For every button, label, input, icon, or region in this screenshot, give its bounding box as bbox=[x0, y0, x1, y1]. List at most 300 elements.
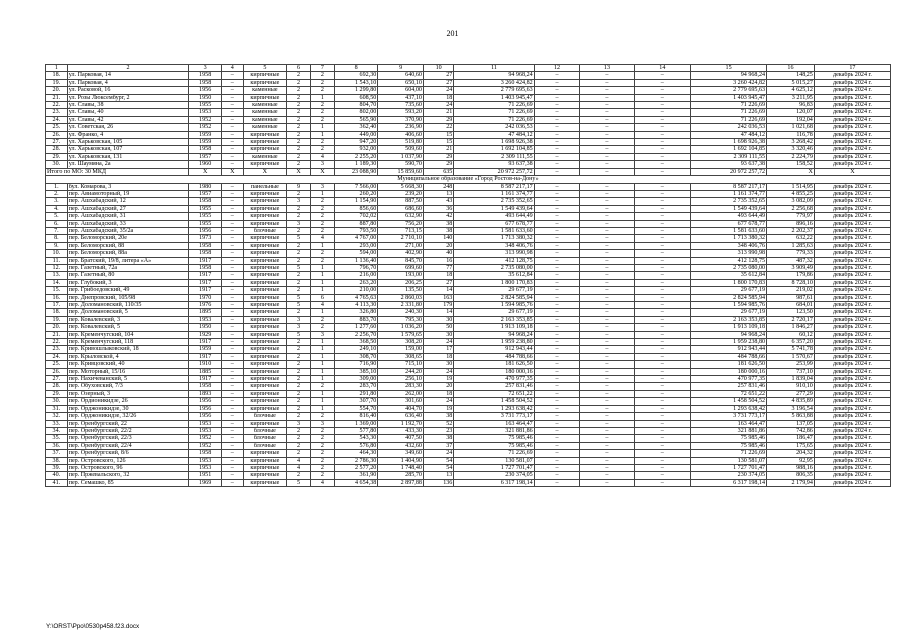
table-cell: 9. bbox=[46, 242, 68, 249]
table-cell: – bbox=[580, 294, 634, 301]
table-cell: – bbox=[580, 124, 634, 131]
column-number-cell: 9 bbox=[378, 65, 424, 72]
table-cell: – bbox=[580, 72, 634, 79]
table-row bbox=[46, 302, 891, 309]
table-cell: 2 bbox=[287, 279, 311, 286]
table-cell: 163 464,47 bbox=[691, 420, 767, 427]
table-cell: 1952 bbox=[189, 124, 222, 131]
table-cell: 2 bbox=[310, 213, 334, 220]
table-cell: декабрь 2024 г. bbox=[814, 316, 890, 323]
column-number-cell: 8 bbox=[334, 65, 377, 72]
table-row bbox=[46, 464, 891, 471]
table-cell: 1 bbox=[310, 287, 334, 294]
table-cell: 464,30 bbox=[334, 450, 377, 457]
table-cell: – bbox=[221, 472, 243, 479]
table-cell: – bbox=[634, 102, 690, 109]
table-cell: 576,80 bbox=[334, 442, 377, 449]
table-cell: 14 bbox=[423, 287, 453, 294]
table-cell: 2 bbox=[287, 376, 311, 383]
table-cell: 257 831,46 bbox=[691, 383, 767, 390]
table-cell: пер. Беломорский, 20е bbox=[67, 235, 189, 242]
table-cell: 2 860,03 bbox=[378, 294, 424, 301]
table-cell: – bbox=[580, 235, 634, 242]
table-cell: – bbox=[221, 264, 243, 271]
table-cell: 2 bbox=[287, 153, 311, 160]
table-cell: 262,00 bbox=[378, 390, 424, 397]
table-cell: 715,10 bbox=[378, 361, 424, 368]
table-row bbox=[46, 450, 891, 457]
table-cell: 8 587 217,17 bbox=[691, 183, 767, 190]
table-cell: 713,15 bbox=[378, 227, 424, 234]
table-row bbox=[46, 479, 891, 486]
table-cell: 640,60 bbox=[378, 72, 424, 79]
table-cell: 484 788,66 bbox=[691, 353, 767, 360]
table-cell: – bbox=[221, 383, 243, 390]
table-cell: – bbox=[634, 353, 690, 360]
table-cell: кирпичные bbox=[243, 139, 286, 146]
table-cell: 5 bbox=[287, 294, 311, 301]
table-cell: X bbox=[767, 168, 815, 175]
table-cell: 2 bbox=[287, 102, 311, 109]
table-cell: – bbox=[634, 368, 690, 375]
table-cell: 2 577,20 bbox=[334, 464, 377, 471]
table-cell: – bbox=[221, 324, 243, 331]
table-cell: – bbox=[634, 205, 690, 212]
table-cell: 2 bbox=[287, 442, 311, 449]
column-number-cell: 14 bbox=[634, 65, 690, 72]
table-cell: 1893 bbox=[189, 390, 222, 397]
table-cell: 2 bbox=[287, 205, 311, 212]
table-cell: 71 226,69 bbox=[691, 102, 767, 109]
table-cell: 71 226,69 bbox=[454, 109, 534, 116]
table-cell: – bbox=[221, 213, 243, 220]
table-cell: – bbox=[534, 94, 580, 101]
table-cell: пер. Обуховский, 7/3 bbox=[67, 383, 189, 390]
table-cell: 5 863,88 bbox=[767, 413, 815, 420]
table-cell: – bbox=[580, 264, 634, 271]
table-cell: 2 bbox=[287, 398, 311, 405]
table-cell: 32. bbox=[46, 413, 68, 420]
column-number-cell: 15 bbox=[691, 65, 767, 72]
table-cell: 3 211,95 bbox=[767, 94, 815, 101]
table-cell: 2 bbox=[310, 457, 334, 464]
table-cell: 3 bbox=[310, 331, 334, 338]
table-cell: 230 374,05 bbox=[454, 472, 534, 479]
table-cell: декабрь 2024 г. bbox=[814, 442, 890, 449]
table-cell: 72 651,22 bbox=[691, 390, 767, 397]
table-cell: 2 bbox=[310, 450, 334, 457]
table-cell: декабрь 2024 г. bbox=[814, 464, 890, 471]
table-cell: 17. bbox=[46, 302, 68, 309]
table-cell: 406,60 bbox=[378, 131, 424, 138]
table-cell: – bbox=[534, 457, 580, 464]
table-cell: декабрь 2024 г. bbox=[814, 427, 890, 434]
table-cell: – bbox=[534, 302, 580, 309]
table-cell: 2 bbox=[310, 116, 334, 123]
table-cell: 1959 bbox=[189, 346, 222, 353]
table-cell: 2 bbox=[310, 87, 334, 94]
column-number-cell: 4 bbox=[221, 65, 243, 72]
column-number-cell: 13 bbox=[580, 65, 634, 72]
table-cell: кирпичные bbox=[243, 250, 286, 257]
table-cell: – bbox=[221, 420, 243, 427]
table-cell: 1 bbox=[310, 398, 334, 405]
table-cell: 1 458 504,52 bbox=[454, 398, 534, 405]
table-cell: 1952 bbox=[189, 442, 222, 449]
table-cell: – bbox=[534, 102, 580, 109]
table-cell: 27 bbox=[423, 279, 453, 286]
table-cell: – bbox=[580, 109, 634, 116]
table-cell: – bbox=[221, 146, 243, 153]
table-cell: 2 bbox=[310, 427, 334, 434]
table-cell: 244,20 bbox=[378, 368, 424, 375]
table-cell: – bbox=[221, 316, 243, 323]
table-cell: 716,90 bbox=[334, 361, 377, 368]
table-cell: 4 bbox=[287, 464, 311, 471]
table-cell: 1 293 638,42 bbox=[454, 405, 534, 412]
table-cell: 449,00 bbox=[334, 131, 377, 138]
table-cell: 277,29 bbox=[767, 390, 815, 397]
table-cell: 175,65 bbox=[767, 442, 815, 449]
table-cell: 27 bbox=[423, 79, 453, 86]
table-cell: 484 788,66 bbox=[454, 353, 534, 360]
table-cell: 3 260 424,82 bbox=[454, 79, 534, 86]
table-cell: 236,90 bbox=[378, 124, 424, 131]
table-cell: 242 036,53 bbox=[691, 124, 767, 131]
table-cell: декабрь 2024 г. bbox=[814, 264, 890, 271]
table-cell: 1958 bbox=[189, 79, 222, 86]
table-cell: X bbox=[287, 168, 311, 175]
table-cell: 2 bbox=[287, 87, 311, 94]
table-cell: 92,95 bbox=[767, 457, 815, 464]
table-cell: 308,70 bbox=[334, 353, 377, 360]
section-header-row bbox=[46, 176, 891, 183]
table-cell: – bbox=[634, 346, 690, 353]
table-cell: 2 710,10 bbox=[378, 235, 424, 242]
table-cell: пер. Крыловской, 4 bbox=[67, 353, 189, 360]
table-cell: 2 bbox=[310, 205, 334, 212]
table-cell: 1 bbox=[310, 124, 334, 131]
table-row bbox=[46, 331, 891, 338]
table-cell: 987,61 bbox=[767, 294, 815, 301]
table-cell: 4 767,00 bbox=[334, 235, 377, 242]
table-cell: 23. bbox=[46, 109, 68, 116]
table-cell: каменные bbox=[243, 153, 286, 160]
table-cell: 123,50 bbox=[767, 309, 815, 316]
table-cell: 18. bbox=[46, 309, 68, 316]
table-cell: – bbox=[221, 205, 243, 212]
table-cell: 2 bbox=[310, 464, 334, 471]
table-cell: 193,00 bbox=[378, 272, 424, 279]
table-cell: – bbox=[580, 257, 634, 264]
table-cell: – bbox=[580, 331, 634, 338]
table-cell: 1 579,65 bbox=[378, 331, 424, 338]
table-cell: 2 bbox=[287, 472, 311, 479]
table-cell: 1958 bbox=[189, 72, 222, 79]
table-cell: 2 bbox=[287, 361, 311, 368]
table-cell: пер. Доломановский, 110/35 bbox=[67, 302, 189, 309]
table-cell: – bbox=[580, 272, 634, 279]
table-cell: кирпичные bbox=[243, 339, 286, 346]
column-number-row bbox=[46, 65, 891, 72]
table-cell: 249,10 bbox=[334, 346, 377, 353]
table-cell: 29 677,19 bbox=[691, 287, 767, 294]
table-cell: 2 bbox=[287, 257, 311, 264]
table-cell: декабрь 2024 г. bbox=[814, 257, 890, 264]
table-cell: 5 bbox=[287, 479, 311, 486]
table-cell: 2 bbox=[287, 79, 311, 86]
table-cell: кирпичные bbox=[243, 205, 286, 212]
table-cell: 702,02 bbox=[334, 213, 377, 220]
table-cell: – bbox=[221, 235, 243, 242]
table-cell: 1 bbox=[310, 390, 334, 397]
table-cell: 1959 bbox=[189, 139, 222, 146]
table-cell: – bbox=[534, 131, 580, 138]
table-cell: кирпичные bbox=[243, 79, 286, 86]
table-cell: – bbox=[221, 442, 243, 449]
table-cell: пер. Кривцовский, 40 bbox=[67, 361, 189, 368]
table-cell: – bbox=[634, 420, 690, 427]
table-cell: 1 bbox=[310, 272, 334, 279]
table-cell: 1950 bbox=[189, 324, 222, 331]
table-cell: блочные bbox=[243, 442, 286, 449]
table-cell: каменные bbox=[243, 116, 286, 123]
table-cell: 2 bbox=[310, 72, 334, 79]
table-cell: пер. Авиамоторный, 19 bbox=[67, 190, 189, 197]
table-cell: 912 943,44 bbox=[691, 346, 767, 353]
table-cell: 230 374,05 bbox=[691, 472, 767, 479]
table-cell: – bbox=[580, 79, 634, 86]
table-cell: – bbox=[580, 302, 634, 309]
table-cell: кирпичные bbox=[243, 198, 286, 205]
table-cell: 283,30 bbox=[378, 383, 424, 390]
table-cell: 28. bbox=[46, 383, 68, 390]
table-cell: ул. Славы, 38 bbox=[67, 102, 189, 109]
table-cell: 271,00 bbox=[378, 242, 424, 249]
table-cell: – bbox=[634, 168, 690, 175]
table-cell: 932,00 bbox=[334, 146, 377, 153]
table-cell: 3 bbox=[287, 220, 311, 227]
table-cell: 20 bbox=[423, 383, 453, 390]
table-cell: 1970 bbox=[189, 294, 222, 301]
table-cell: – bbox=[634, 213, 690, 220]
table-cell: 2 bbox=[287, 427, 311, 434]
table-cell: 21 bbox=[423, 146, 453, 153]
table-cell: 2 824 585,94 bbox=[454, 294, 534, 301]
table-cell: – bbox=[580, 131, 634, 138]
table-cell: 1958 bbox=[189, 450, 222, 457]
table-cell: кирпичные bbox=[243, 94, 286, 101]
table-cell: – bbox=[221, 272, 243, 279]
table-cell: – bbox=[634, 153, 690, 160]
table-cell: 30 bbox=[423, 361, 453, 368]
table-cell: – bbox=[634, 413, 690, 420]
table-cell: пер. Оренбургский, 22 bbox=[67, 420, 189, 427]
table-cell: – bbox=[634, 272, 690, 279]
table-cell: 3 196,54 bbox=[767, 405, 815, 412]
table-cell: 1 299,80 bbox=[334, 87, 377, 94]
table-cell: – bbox=[534, 390, 580, 397]
table-cell: – bbox=[534, 146, 580, 153]
table-cell: 30. bbox=[46, 161, 68, 168]
table-cell: – bbox=[534, 472, 580, 479]
table-cell: декабрь 2024 г. bbox=[814, 183, 890, 190]
table-cell: 947,20 bbox=[334, 139, 377, 146]
table-cell: декабрь 2024 г. bbox=[814, 116, 890, 123]
table-cell: 40 bbox=[423, 250, 453, 257]
table-cell: 2 bbox=[287, 72, 311, 79]
table-cell: – bbox=[534, 368, 580, 375]
table-row bbox=[46, 72, 891, 79]
table-cell: 3 bbox=[310, 183, 334, 190]
table-cell: 3 320,46 bbox=[767, 146, 815, 153]
table-cell: 1 594 985,76 bbox=[691, 302, 767, 309]
table-cell: 38 bbox=[423, 435, 453, 442]
table-cell: – bbox=[634, 331, 690, 338]
table-cell: декабрь 2024 г. bbox=[814, 420, 890, 427]
table-cell: 795,30 bbox=[378, 316, 424, 323]
table-cell: 35. bbox=[46, 435, 68, 442]
table-cell: 1953 bbox=[189, 457, 222, 464]
table-cell: – bbox=[580, 116, 634, 123]
table-cell: – bbox=[580, 420, 634, 427]
table-cell: 2 256,70 bbox=[334, 331, 377, 338]
table-cell: 1956 bbox=[189, 405, 222, 412]
table-cell: 2 bbox=[287, 368, 311, 375]
table-cell: 2 bbox=[287, 309, 311, 316]
table-cell: 348 406,76 bbox=[454, 242, 534, 249]
table-cell: 2 309 111,55 bbox=[454, 153, 534, 160]
table-cell: 29 677,19 bbox=[454, 309, 534, 316]
table-cell: 260,20 bbox=[334, 190, 377, 197]
table-cell: – bbox=[534, 87, 580, 94]
table-cell: декабрь 2024 г. bbox=[814, 368, 890, 375]
table-cell: – bbox=[580, 450, 634, 457]
table-cell: 29 677,19 bbox=[691, 309, 767, 316]
table-cell: 5 015,27 bbox=[767, 79, 815, 86]
table-cell: 1973 bbox=[189, 235, 222, 242]
table-cell: 2 309 111,55 bbox=[691, 153, 767, 160]
table-cell: 432,60 bbox=[378, 442, 424, 449]
table-row bbox=[46, 390, 891, 397]
table-cell: 2 bbox=[310, 220, 334, 227]
table-cell: 4 765,63 bbox=[334, 294, 377, 301]
table-cell: 285,70 bbox=[378, 472, 424, 479]
table-cell: кирпичные bbox=[243, 264, 286, 271]
table-cell: каменные bbox=[243, 87, 286, 94]
table-cell: – bbox=[534, 464, 580, 471]
table-cell: 33. bbox=[46, 420, 68, 427]
table-cell: 2 bbox=[287, 131, 311, 138]
table-cell: 1953 bbox=[189, 427, 222, 434]
table-cell: 2 897,88 bbox=[378, 479, 424, 486]
table-cell: 135,50 bbox=[378, 287, 424, 294]
table-cell: – bbox=[221, 257, 243, 264]
table-cell: – bbox=[634, 479, 690, 486]
table-cell: – bbox=[534, 272, 580, 279]
table-row bbox=[46, 102, 891, 109]
table-cell: 179 bbox=[423, 302, 453, 309]
table-cell: декабрь 2024 г. bbox=[814, 383, 890, 390]
table-cell: 7 566,00 bbox=[334, 183, 377, 190]
table-cell: 8 587 217,17 bbox=[454, 183, 534, 190]
table-row bbox=[46, 361, 891, 368]
table-cell: 565,90 bbox=[334, 116, 377, 123]
table-cell: 1 839,04 bbox=[767, 376, 815, 383]
table-cell: декабрь 2024 г. bbox=[814, 405, 890, 412]
table-cell: 1 713 380,32 bbox=[691, 235, 767, 242]
table-cell: кирпичные bbox=[243, 457, 286, 464]
table-cell: 2 bbox=[310, 227, 334, 234]
table-cell: декабрь 2024 г. bbox=[814, 242, 890, 249]
table-cell: 2 bbox=[287, 94, 311, 101]
table-cell: кирпичные bbox=[243, 279, 286, 286]
total-label: Итого по МО: 30 МКД bbox=[46, 168, 189, 175]
table-cell: пер. Семашко, 85 bbox=[67, 479, 189, 486]
table-cell: 793,50 bbox=[334, 227, 377, 234]
table-cell: 594,00 bbox=[334, 250, 377, 257]
table-cell: 1 036,20 bbox=[378, 324, 424, 331]
table-cell: 239,20 bbox=[378, 190, 424, 197]
table-cell: 2 824 585,94 bbox=[691, 294, 767, 301]
table-cell: – bbox=[221, 94, 243, 101]
table-cell: 2 bbox=[287, 272, 311, 279]
table-cell: 1 285,63 bbox=[767, 242, 815, 249]
table-cell: – bbox=[221, 398, 243, 405]
table-cell: – bbox=[221, 479, 243, 486]
column-number-cell: 10 bbox=[423, 65, 453, 72]
table-cell: – bbox=[534, 264, 580, 271]
data-table bbox=[45, 64, 891, 487]
table-cell: бул. Комарова, 3 bbox=[67, 183, 189, 190]
table-cell: 1 800 170,83 bbox=[454, 279, 534, 286]
table-row bbox=[46, 220, 891, 227]
table-cell: 1 713 380,32 bbox=[454, 235, 534, 242]
table-cell: 2 bbox=[287, 190, 311, 197]
table-cell: 36 bbox=[423, 205, 453, 212]
table-cell: – bbox=[634, 183, 690, 190]
table-cell: – bbox=[221, 368, 243, 375]
table-cell: 1 698 926,38 bbox=[454, 139, 534, 146]
table-cell: 293,00 bbox=[334, 242, 377, 249]
table-cell: 38 bbox=[423, 220, 453, 227]
table-cell: 1958 bbox=[189, 264, 222, 271]
table-cell: – bbox=[634, 198, 690, 205]
table-cell: – bbox=[534, 124, 580, 131]
table-cell: 735,60 bbox=[378, 102, 424, 109]
table-cell: 1 570,67 bbox=[767, 353, 815, 360]
table-cell: 257 831,46 bbox=[454, 383, 534, 390]
table-cell: 686,60 bbox=[378, 205, 424, 212]
table-cell: кирпичные bbox=[243, 294, 286, 301]
table-cell: 77 bbox=[423, 264, 453, 271]
table-cell: кирпичные bbox=[243, 302, 286, 309]
table-cell: 1. bbox=[46, 183, 68, 190]
table-cell: – bbox=[534, 161, 580, 168]
table-cell: – bbox=[221, 457, 243, 464]
table-cell: – bbox=[221, 124, 243, 131]
table-cell: – bbox=[534, 294, 580, 301]
table-cell: 71 226,69 bbox=[691, 450, 767, 457]
table-cell: 321 881,86 bbox=[691, 427, 767, 434]
table-cell: – bbox=[634, 79, 690, 86]
table-cell: 15. bbox=[46, 287, 68, 294]
table-cell: – bbox=[580, 220, 634, 227]
table-cell: 1958 bbox=[189, 242, 222, 249]
table-cell: – bbox=[634, 72, 690, 79]
table-cell: 94 968,24 bbox=[691, 72, 767, 79]
table-cell: 912 943,44 bbox=[454, 346, 534, 353]
